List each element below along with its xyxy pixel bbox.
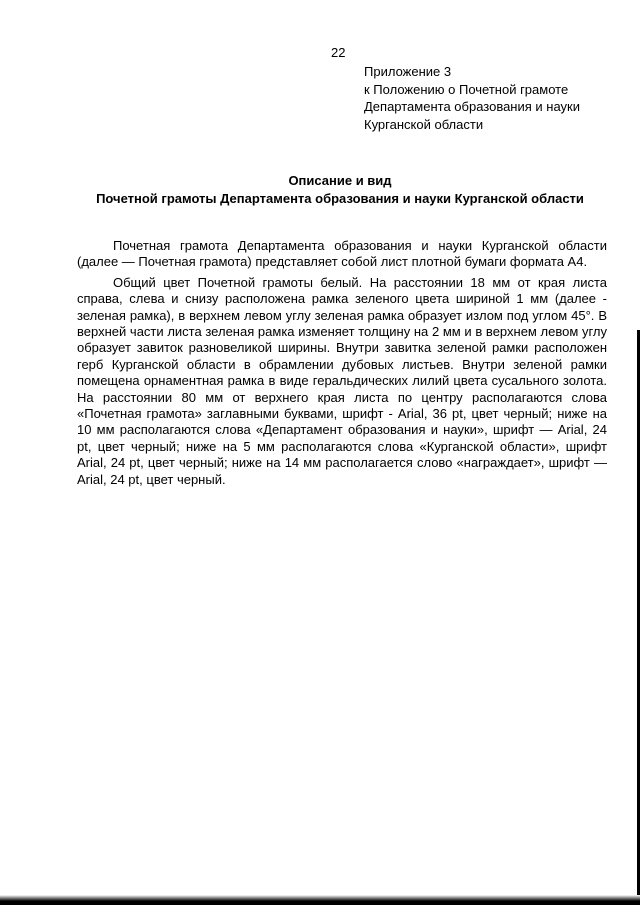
body-paragraph: Почетная грамота Департамента образования и науки Курганской области (далее — Почетная грамота) представляет собой лист плотной бумаги формата А4.: [77, 238, 607, 270]
title-line: Почетной грамоты Департамента образования и науки Курганской области: [96, 191, 584, 206]
document-title: [60, 172, 620, 208]
page-number: 22: [331, 45, 346, 60]
body-paragraph: Общий цвет Почетной грамоты белый. На расстоянии 18 мм от края листа справа, слева и снизу расположена рамка зеленого цвета шириной 1 мм (далее - зеленая рамка), в верхнем левом углу зеленая рамка образует излом под углом 45°. В верхней части листа зеленая рамка изменяет толщину на 2 мм и в верхнем левом углу образует завиток разновеликой ширины. Внутри завитка зеленой рамки расположен герб Курганской области в обрамлении дубовых листьев. Внутри зеленой рамки помещена орнаментная рамка в виде геральдических лилий цвета сусального золота. На расстоянии 80 мм от верхнего края листа по центру располагаются слова «Почетная грамота» заглавными буквами, шрифт - Arial, 36 pt, цвет черный; ниже на 10 мм располагаются слова «Департамент образования и науки», шрифт — Arial, 24 pt, цвет черный; ниже на 5 мм располагаются слова «Курганской области», шрифт Arial, 24 pt, цвет черный; ниже на 14 мм располагается слово «награждает», шрифт — Arial, 24 pt, цвет черный.: [77, 274, 607, 487]
appendix-header: [364, 63, 580, 133]
title-line: Описание и вид: [288, 173, 392, 188]
appendix-line: Департамента образования и науки: [364, 99, 580, 114]
appendix-line: к Положению о Почетной грамоте: [364, 81, 569, 97]
document-body: [77, 238, 607, 492]
appendix-line: Приложение 3: [364, 64, 452, 79]
appendix-line: Курганской области: [364, 116, 484, 132]
scan-edge-bottom: [0, 895, 640, 905]
